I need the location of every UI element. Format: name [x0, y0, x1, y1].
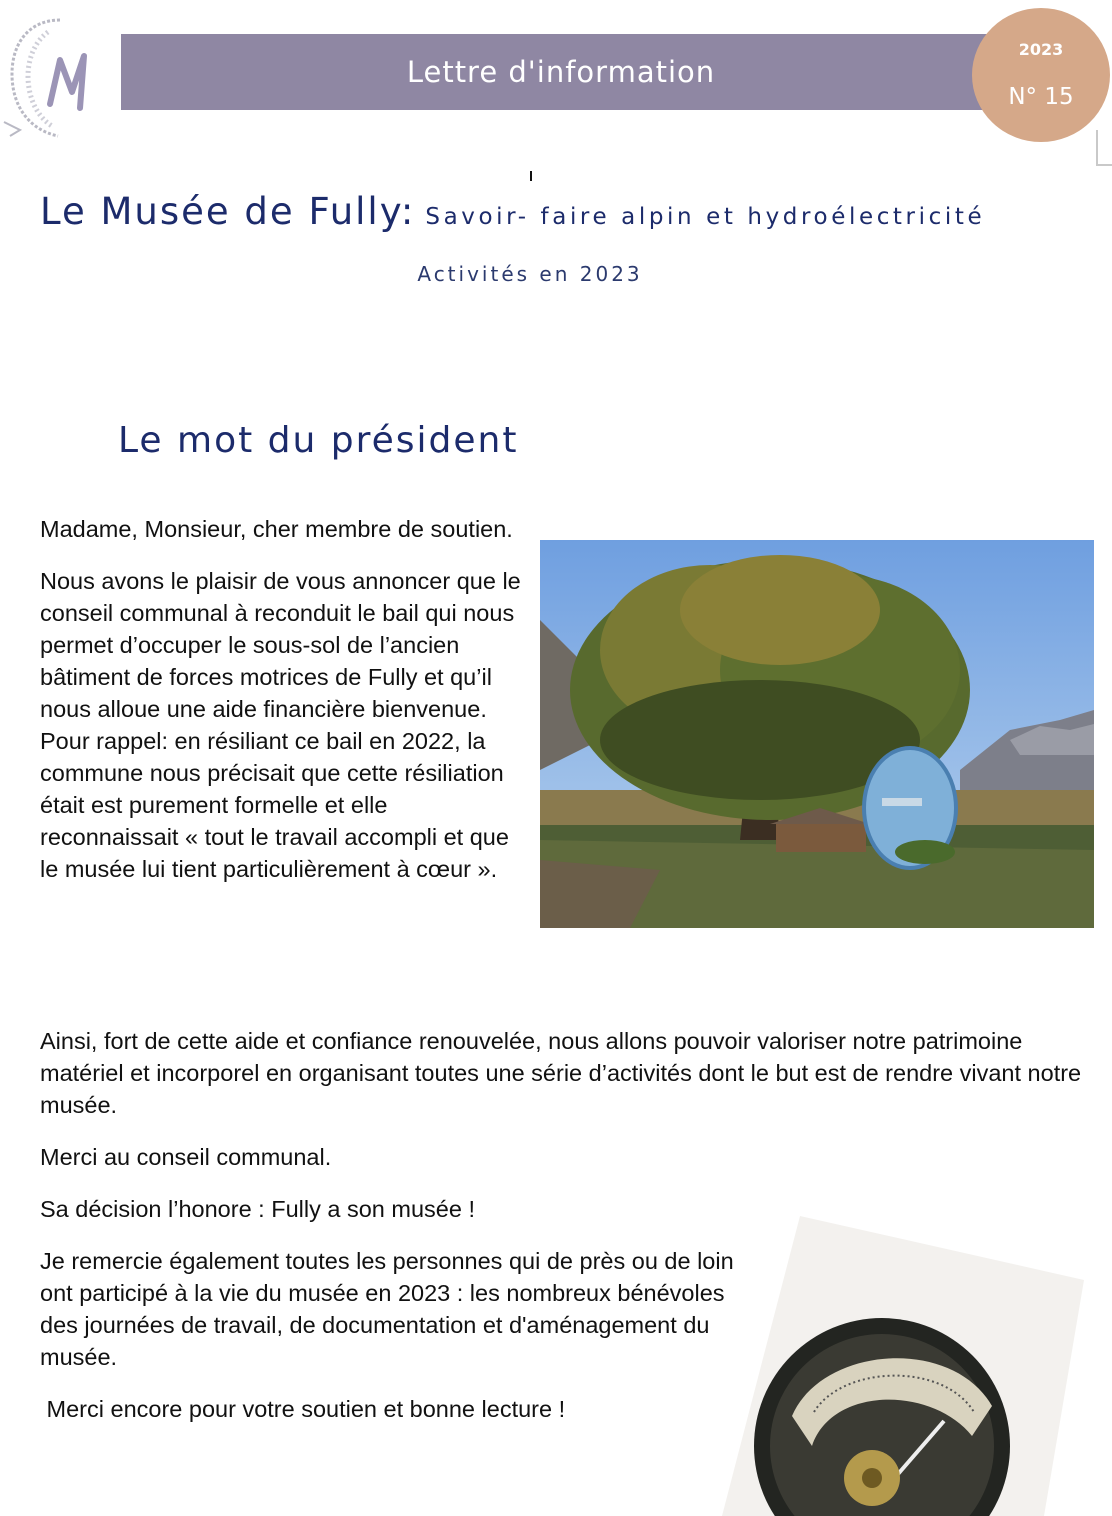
title-sub: Savoir- faire alpin et hydroélectricité — [425, 204, 986, 230]
issue-number: N° 15 — [1008, 84, 1074, 110]
issue-year: 2023 — [1018, 40, 1064, 59]
paragraph-valorisation: Ainsi, fort de cette aide et confiance renouvelée, nous allons pouvoir valoriser notre patrimoine matériel et incorporel en organisant toutes une série d’activités dont le but est de rendre vivant notre musée. — [40, 1028, 1082, 1118]
paragraph-closing: Merci encore pour votre soutien et bonne lecture ! — [40, 1396, 566, 1422]
museum-logo — [0, 12, 110, 142]
newsletter-label: Lettre d'information — [406, 55, 716, 89]
page-subtitle: Activités en 2023 — [417, 262, 643, 286]
issue-badge — [972, 8, 1110, 142]
paragraph-announcement: Nous avons le plaisir de vous annoncer que le conseil communal à reconduit le bail qui nous permet d’occuper le sous-sol de l’ancien bâtiment de forces motrices de Fully et qu’il nous alloue une aide financière bienvenue. Pour rappel: en résiliant ce bail en 2022, la commune nous précisait que cette résiliation était est purement formelle et elle reconnaissait « tout le travail accompli et que le musée lui tient particulièrement à cœur ». — [40, 568, 521, 882]
paragraph-thanks-council: Merci au conseil communal. — [40, 1144, 332, 1170]
title-main: Le Musée de Fully: — [40, 190, 416, 233]
paragraph-thanks-people: Je remercie également toutes les personnes qui de près ou de loin ont participé à la vie du musée en 2023 : les nombreux bénévoles des journées de travail, de documentation et d'aménagement du musée. — [40, 1248, 734, 1370]
paragraph-greeting: Madame, Monsieur, cher membre de soutien. — [40, 516, 513, 542]
tree-photo — [540, 540, 1094, 928]
text-cursor-mark — [530, 171, 532, 181]
intro-column — [40, 513, 525, 905]
page-title — [40, 190, 985, 233]
crop-mark — [1096, 130, 1112, 166]
paragraph-decision: Sa décision l’honore : Fully a son musée ! — [40, 1196, 475, 1222]
header-banner — [121, 34, 1001, 110]
section-heading: Le mot du président — [118, 420, 519, 461]
voltmeter-photo — [722, 1216, 1084, 1516]
